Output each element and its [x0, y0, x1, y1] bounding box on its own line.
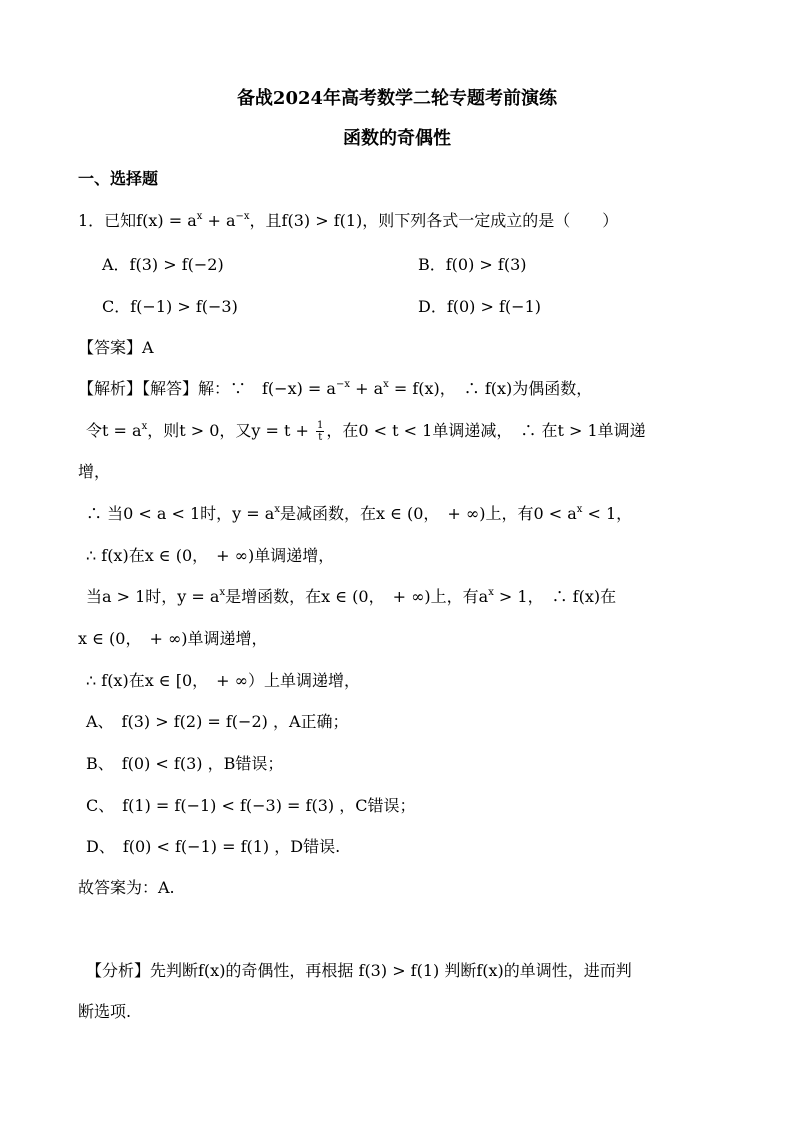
- option-c: C．f(−1) > f(−3): [102, 297, 238, 316]
- analysis-line-1: 【解析】【解答】解：∵ $f(-x) = a^{-x} + a^x = f(x)$， ∴ f(x)为偶函数，: [78, 379, 593, 398]
- page-subtitle: 函数的奇偶性: [343, 128, 451, 149]
- analysis-line-12: D、 f(0) < f(−1) = f(1) ，D错误.: [86, 837, 341, 856]
- analysis-line-10: B、 f(0) < f(3) ，B错误；: [86, 754, 284, 773]
- analysis-line-11: C、 f(1) = f(−1) < f(−3) = f(3) ，C错误；: [86, 796, 416, 815]
- fraction-one-over-t: $\frac{1}{t}$: [317, 420, 324, 443]
- answer-line: 【答案】A: [78, 338, 154, 357]
- analysis-line-5: ∴ f(x)在x ∈ (0， + ∞)单调递增，: [86, 546, 335, 565]
- analysis-line-8: ∴ f(x)在x ∈ [0， + ∞）上单调递增，: [86, 671, 360, 690]
- analysis-line-7: x ∈ (0， + ∞)单调递增，: [78, 629, 268, 648]
- option-b: B．f(0) > f(3): [418, 255, 527, 274]
- analysis-line-3: 增，: [78, 462, 111, 481]
- analysis-line-6: 当a > 1时，$y = a^x$是增函数，在x ∈ (0， + ∞)上，有$a^x > 1$， ∴ f(x)在: [86, 587, 617, 606]
- remark-line-1: 【分析】先判断f(x)的奇偶性，再根据 f(3) > f(1) 判断f(x)的单调性，进而判: [86, 961, 632, 980]
- option-a: A．f(3) > f(−2): [102, 255, 224, 274]
- analysis-line-2: 令$t = a^x$，则t > 0，又y = t + $\frac{1}{t}$ ，在0 < t < 1单调递减， ∴ 在t > 1单调递: [86, 420, 646, 443]
- analysis-line-9: A、 f(3) > f(2) = f(−2) ，A正确；: [86, 712, 349, 731]
- page-title: 备战2024年高考数学二轮专题考前演练: [236, 88, 558, 109]
- question-stem: 1．已知$f(x) = a^x + a^{-x}$，且f(3) > f(1)，则下列各式一定成立的是（ ）: [78, 211, 619, 230]
- analysis-line-4: ∴ 当0 < a < 1时，$y = a^x$是减函数，在x ∈ (0， + ∞)上，有$0 < a^x < 1$，: [86, 504, 633, 523]
- analysis-conclusion: 故答案为：A.: [78, 878, 175, 897]
- option-d: D．f(0) > f(−1): [418, 297, 541, 316]
- section-heading: 一、选择题: [78, 169, 159, 188]
- remark-line-2: 断选项.: [78, 1002, 132, 1021]
